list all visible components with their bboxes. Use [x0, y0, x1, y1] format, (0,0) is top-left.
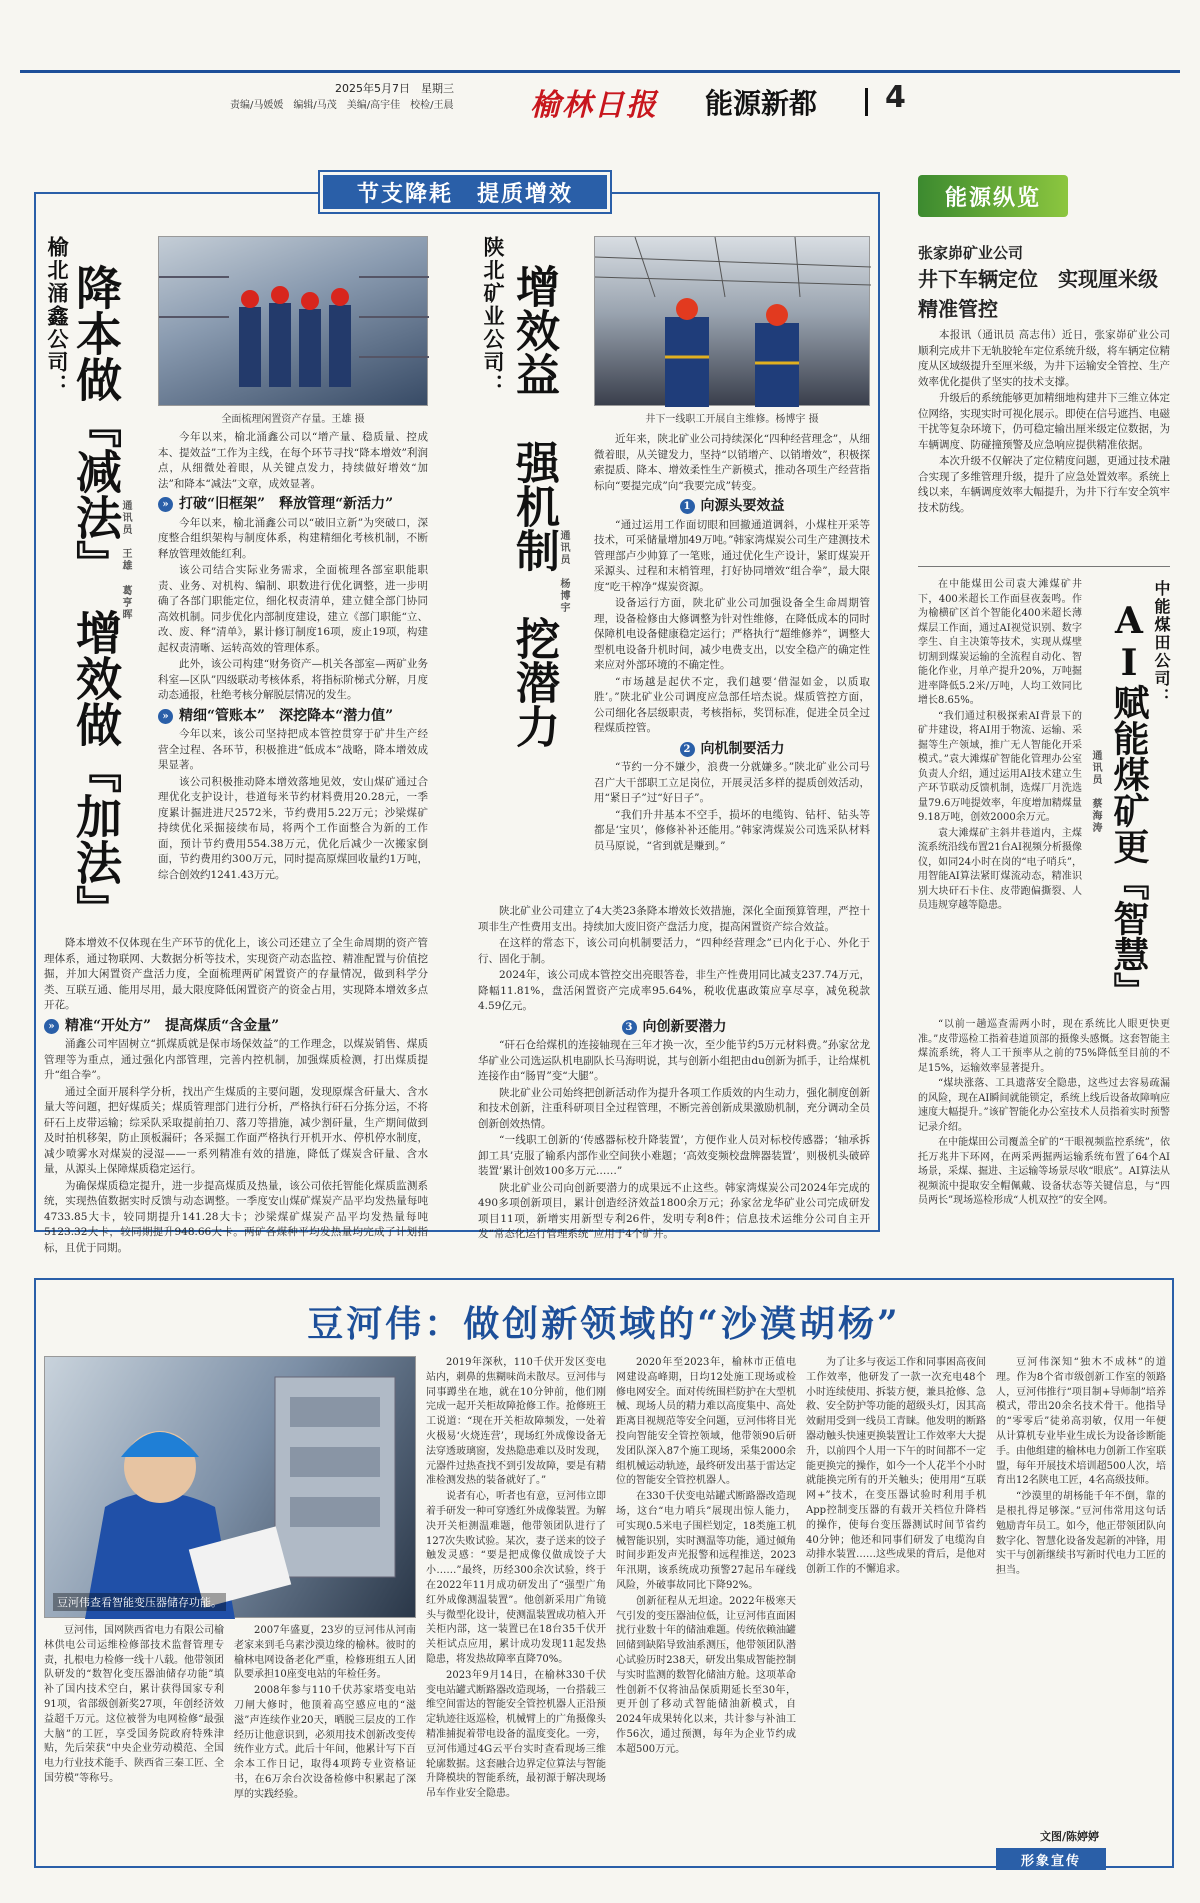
- art2-reporter: 通讯员 杨博宇: [558, 530, 569, 614]
- art2-p3b: 陕北矿业公司始终把创新活动作为提升各项工作质效的内生动力，强化制度创新和技术创新，注重科研项目全过程管理，不断完善创新成果激励机制，充分调动全员创新创效热情。: [478, 1086, 870, 1130]
- art1-company: 榆北涌鑫公司：: [45, 236, 70, 397]
- art2-photo-caption: 井下一线职工开展自主维修。杨博宇 摄: [645, 414, 819, 425]
- miners-repair-icon: [595, 237, 871, 407]
- art2-p2a: “节约一分不嫌少，浪费一分就嫌多。”陕北矿业公司号召广大干部职工立足岗位，开展灵活多样的提质创效活动，用“紧日子”过“好日子”。: [594, 761, 870, 804]
- art2-photo: [594, 236, 870, 406]
- profile-p11: 豆河伟深知“独木不成林”的道理。作为8个省市级创新工作室的领路人，豆河伟推行“项目制+导师制”培养模式，带出20余名技术骨干。他指导的“零零后”徒弟高羽敏，仅用一年便从计算机专业毕业生成长为设备诊断能手。由他组建的榆林电力创新工作室联盟，每年开展技术培训超500人次，培育出12名陕电工匠，4名高级技师。: [996, 1357, 1166, 1487]
- profile-p2: 2007年盛夏，23岁的豆河伟从河南老家来到毛乌素沙漠边缘的榆林。彼时的榆林电网设备老化严重，检修班组五人团队要承担10座变电站的年检任务。: [234, 1625, 416, 1681]
- profile-p8: 在330千伏变电站罐式断路器改造现场，这台“电力哨兵”展现出惊人能力，可实现0.5米电子围栏划定，18类施工机械智能识别，实时测温等功能，通过倾角时间步距发声光报警和远程推送，2023年汛期，该系统成功预警27起吊车碰线风险，外破事故同比下降92%。: [616, 1491, 796, 1591]
- art2-h3: 3 向创新要潜力: [478, 1020, 870, 1036]
- double-chevron-icon: »: [44, 1019, 59, 1034]
- header-editors: 责编/马媛媛 编辑/马茂 美编/高宇佳 校检/王晨: [230, 100, 454, 111]
- profile-p4: 2019年深秋，110千伏开发区变电站内，刺鼻的焦糊味尚未散尽。豆河伟与同事蹲坐在地，就在10分钟前，他们刚完成一起开关柜故障抢修工作。抢修班王工说道：“现在开关柜故障频发，一处着火极易‘火烧连营’，现场红外成像设备无法穿透玻璃窗，发热隐患难以及时发现，元器件过热查找不到引发故障，要是有精准检测发热的装备就好了。”: [426, 1357, 606, 1487]
- feature-banner-title: 节支降耗 提质增效: [356, 180, 573, 207]
- art3-company: 张家峁矿业公司: [918, 244, 1024, 262]
- art2-p2c: 陕北矿业公司建立了4大类23条降本增效长效措施，深化全面预算管理，严控十项非生产性费用支出。持续加大废旧资产盘活力度，提高闲置资产综合效益。: [478, 905, 870, 933]
- art2-p2b: “我们升井基本不空手，损坏的电缆钩、钻杆、钻头等都是‘宝贝’，修修补补还能用。”韩家湾煤炭公司选采队材料员马原说，“省到就是赚到。”: [594, 808, 870, 852]
- art4-body-b: [918, 1018, 1170, 1210]
- profile-col1: [44, 1624, 224, 1788]
- profile-p12: “沙漠里的胡杨能千年不倒，靠的是根扎得足够深。”豆河伟常用这句话勉励青年员工。如今，他正带领团队向数字化、智慧化设备发起新的冲锋，用实干与创新继续书写新时代电力工匠的担当。: [996, 1491, 1166, 1577]
- profile-photo: [44, 1356, 416, 1618]
- art1-p2c: 降本增效不仅体现在生产环节的优化上，该公司还建立了全生命周期的资产管理体系，通过物联网、大数据分析等技术，实现资产动态监控、精准配置与价值挖掘，并加大闲置资产盘活力度，全面梳理两矿闲置资产的存量情况，做到科学分类、互联互通、能用尽用，最大限度降低闲置资产的资金占用，实现降本增效多点开花。: [44, 937, 428, 1011]
- section-title: 能源新都: [705, 87, 818, 120]
- art1-p1b: 该公司结合实际业务需求，全面梳理各部室职能职责、业务、对机构、编制、职数进行优化调整，进一步明确了各部门职能定位，细化权责清单，建立健全部门协同高效机制。同步优化内部制度建设，建立《部门职能“立、改、废、释”清单》，累计修订制度16项，废止19项，构建起权责清晰、运转高效的管理体系。: [158, 564, 428, 654]
- art4-p4: “以前一趟巡查需两小时，现在系统比人眼更快更准。”皮带巡检工指着巷道顶部的摄像头感慨。这套智能主煤流系统，将人工干预率从之前的75%降低至目前的不足15%，运输效率显著提升。: [918, 1019, 1170, 1074]
- art1-p1c: 此外，该公司构建“财务资产—机关各部室—两矿业务科室—区队”四级联动考核体系，将指标阶梯式分解，月度动态通报，杜绝考核分解脱层情况的发生。: [158, 658, 428, 701]
- profile-tag: [996, 1848, 1106, 1870]
- art1-h3: » 精准“开处方” 提高煤质“含金量”: [44, 1019, 428, 1035]
- feature-banner: [320, 172, 610, 212]
- art1-p3c: 为确保煤质稳定提升，进一步提高煤质及热量，该公司依托智能化煤质监测系统，实现热值数据实时反馈与动态调整。一季度安山煤矿煤炭产品平均发热量每吨4733.85大卡，较同期提升141.28大卡；沙梁煤矿煤炭产品平均发热量每吨5123.32大卡，较同期提升948.66大卡。两矿各煤种平均发热量均完成了计划指标，且优于同期。: [44, 1179, 428, 1254]
- art2-h2: 2 向机制要活力: [594, 742, 870, 758]
- page-number: 4: [885, 80, 906, 115]
- art2-body-a: [594, 432, 870, 855]
- art2-p3c: “一线职工创新的‘传感器标校升降装置’，方便作业人员对标校传感器；‘轴承拆卸工具’克服了输系内部作业空间狭小难题；‘高效变频校盘牌器装置’，则极机头破碎装置’累计创效100多万元……”: [478, 1134, 870, 1177]
- art2-p3d: 陕北矿业公司向创新要潜力的成果远不止这些。韩家湾煤炭公司2024年完成的490多项创新项目，累计创造经济效益1800余万元；孙家岔龙华矿业公司完成研发项目11项，新增实用新型专利26件，发明专利8件；信息技术运维分公司自主开发“常态化运行管理系统”应用于4个矿井。: [478, 1181, 870, 1240]
- side-logo: [918, 175, 1068, 217]
- top-rule: [20, 70, 1180, 73]
- art4-reporter: 通讯员 蔡海涛: [1090, 750, 1101, 834]
- art2-company: 陕北矿业公司：: [481, 236, 506, 397]
- art2-intro: 近年来，陕北矿业公司持续深化“四种经营理念”，从细微着眼，从关键发力，坚持“以销增产、以销增效”，积极探索提质、降本、增效柔性生产新模式，推动各项生产经营指标向“要提完成”向“我要完成”转变。: [594, 433, 870, 492]
- header-date: 2025年5月7日 星期三: [335, 82, 454, 95]
- art4-body-a: [918, 578, 1082, 915]
- art2-p3a: “矸石仓给煤机的连接轴现在三年才换一次，至少能节约5万元材料费。”孙家岔龙华矿业公司选运队机电副队长马海明说，其与创新小组把由du创新为抓手，让给煤机连接作由“肠胃”变“大腿”。: [478, 1039, 870, 1082]
- profile-p10: 为了让多与夜运工作和同事困高夜间工作效率，他研发了一款一次充电48个小时连续使用、拆装方便，兼具抢修、急救、安全防护等功能的超级头灯，因其高效耐用受到一线员工青睐。他发明的断路器动触头快速更换装置让工作效率大大提升，以前四个人用一下午的时间都不一定能更换完的操作，如今一个人花半个小时就能换完所有的开关触头；使用用“互联网+”技术，在变压器试验时利用手机App控制变压器的有载开关档位升降档的操作，使每台变压器测试时间节省约40分钟；他还和同事们研发了电缆沟自动排水装置……这些成果的背后，是他对创新工作的不懈追求。: [806, 1357, 986, 1576]
- art4-company: 中能煤田公司：: [1152, 580, 1171, 706]
- number-three-icon: 3: [622, 1020, 637, 1035]
- art2-title: 增效益 强机制 挖潜力: [508, 264, 559, 748]
- art3-body: [918, 328, 1170, 517]
- engineer-portrait-icon: [45, 1357, 417, 1619]
- profile-p9: 创新征程从无坦途。2022年极寒天气引发的变压器油位低，让豆河伟直面困扰行业数十年的储油难题。传统依赖油罐回储到缺陷导致油系测压，他带领团队潜心试验历时238天，研发出集成智能控制与实时监测的数智化储油方舱。这项革命性创新不仅将油品保质期延长至30年，更开创了移动式智能储油新模式，自2024年成果转化以来，共计参与补油工作56次，通过预测，每年为企业节约成本超500万元。: [616, 1595, 796, 1755]
- art2-h1: 1 向源头要效益: [594, 499, 870, 515]
- number-two-icon: 2: [680, 742, 695, 757]
- profile-col3: [426, 1356, 606, 1803]
- right-divider: [918, 566, 1170, 567]
- art1-p3b: 通过全面开展科学分析，找出产生煤质的主要问题，发现原煤含矸量大、含水量大等问题，把好煤质关；煤质管理部门进行分析，严格执行矸石分拣分运，不将矸石上皮带运输；综采队采取提前拍刀、落刀等措施，减少割矸量，生产期间做到及时拍机移架，防止顶板漏矸；各采掘工作面严格执行开机开水、停机停水制度，减少喷雾水对煤炭的浸湿——一系列精准有效的措施，降低了煤炭含矸量、含水量，从源头上保障煤质稳定运行。: [44, 1085, 428, 1175]
- art2-p1c: “市场越是起伏不定，我们越要‘借湿如金，以质取胜’。”陕北矿业公司调度应急部任培杰说。煤质管控方面，公司细化各层级职责，考核指标，奖罚标准，促进全员全过程煤质控管。: [594, 675, 870, 734]
- art4-p6: 在中能煤田公司覆盖全矿的“干眼视频监控系统”，依托万兆井下环网，在两采两掘两运输系统布置了64个AI场景，采煤、掘进、主运输等场景尽收“眼底”。AI算法从视频流中提取安全帽佩戴、设备状态等关键信息，与“四员两长”现场巡检形成“人机双控”的安全网。: [918, 1137, 1170, 1206]
- art1-photo-caption: 全面梳理闲置资产存量。王雄 摄: [221, 414, 365, 425]
- art1-p2a: 今年以来，该公司坚持把成本管控贯穿于矿井生产经营全过程、各环节，积极推进“低成本”战略，降本增效成果显著。: [158, 728, 428, 771]
- art1-title: 降本做『减法』 增效做『加法』: [69, 264, 123, 931]
- profile-p7: 2020年至2023年，榆林市正值电网建设高峰期，日均12处施工现场或检修电网安全。面对传统围栏防护在大型机械、现场人员的精力难以高度集中、高处距离目视规范等安全问题，豆河伟将目光投向智能安全管控领域，他带领90后研发团队深入87个施工现场，采集2000余组机械运动轨迹，最终研发出基于雷达定位的智能安全管控机器人。: [616, 1357, 796, 1487]
- profile-title: 豆河伟：做创新领域的“沙漠胡杨”: [307, 1303, 901, 1345]
- art1-reporter: 通讯员 王雄 葛亨晖: [120, 500, 131, 621]
- art2-p2d: 在这样的常态下，该公司向机制要活力，“四种经营理念”已内化于心、外化于行、固化于制。: [478, 937, 870, 965]
- profile-author: 文图/陈婷婷: [1040, 1830, 1100, 1843]
- art4-title: AI赋能煤矿更『智慧』: [1108, 600, 1150, 1008]
- profile-p1: 豆河伟，国网陕西省电力有限公司榆林供电公司运维检修部技术监督管理专责，扎根电力检修一线十八载。他带领团队研发的“数智化变压器油储存功能”填补了国内技术空白，累计获得国家专利91项，省部级创新奖27项，年创经济效益超千万元。这位被誉为电网检修“最强大脑”的工匠，享受国务院政府特殊津贴，先后荣获“中央企业劳动模范、全国电力行业技术能手、陕西省三秦工匠、全国劳模”等称号。: [44, 1625, 224, 1784]
- art2-body-b: [478, 904, 870, 1244]
- art2-p1b: 设备运行方面，陕北矿业公司加强设备全生命周期管理，设备检修由大修调整为针对性维修，在降低成本的同时保障机电设备健康稳定运行；严格执行“超维修养”，调整大型机电设备升机时间，减少电费支出，以安全稳产的确定性来应对外部环境的不确定性。: [594, 597, 870, 671]
- warehouse-workers-icon: [159, 237, 429, 407]
- art1-photo: [158, 236, 428, 406]
- art1-p2b: 该公司积极推动降本增效落地见效，安山煤矿通过合理优化支护设计，巷道每米节约材料费用20.28元，一季度累计掘进进尺2572米，节约费用5.22万元；沙梁煤矿持续优化采掘接续布局，将两个工作面整合为新的工作面，预计节约费用554.38万元，优化后减少一次搬家倒面，节约费用约300万元，同时提高原煤回收量约1万吨，综合创效约1241.43万元。: [158, 775, 428, 881]
- art3-p3: 本次升级不仅解决了定位精度问题，更通过技术融合实现了多维管理升级，提升了应急处置效率。系统上线以来，车辆调度效率大幅提升，为井下行车安全筑牢技术防线。: [918, 455, 1170, 514]
- art3-title: 井下车辆定位 实现厘米级精准管控: [918, 267, 1158, 321]
- number-one-icon: 1: [680, 499, 695, 514]
- art1-body-b: [44, 936, 428, 1257]
- art4-p3: 袁大滩煤矿主斜井巷道内，主煤流系统沿线布置21台AI视频分析摄像仪，如同24小时在岗的“电子哨兵”，用智能AI算法紧盯煤流动态，精准识别大块矸石卡住、皮带跑偏撕裂、人员违规穿越等隐患。: [918, 827, 1082, 911]
- art3-p2: 升级后的系统能够更加精细地构建井下三维立体定位网络，实现实时可视化展示。即使在信号遮挡、电磁干扰等复杂环境下，仍可稳定输出厘米级定位数据，为车辆调度、防碰撞预警及应急响应提供精准依据。: [918, 392, 1170, 451]
- header-divider: [865, 88, 868, 116]
- profile-p6: 2023年9月14日，在榆林330千伏变电站罐式断路器改造现场，一台搭载三维空间雷达的智能安全管控机器人正沿预定轨迹往返巡检，机械臂上的广角摄像头精准捕捉着带电设备的温度变化。一旁，豆河伟通过4G云平台实时查看现场三维轮廓数据。这套融合边界定位算法与智能升降模块的智能系统，最初源于解决现场吊车作业安全隐患。: [426, 1669, 606, 1800]
- profile-col6: [996, 1356, 1166, 1580]
- double-chevron-icon: »: [158, 497, 173, 512]
- art1-h2: » 精细“管账本” 深挖降本“潜力值”: [158, 709, 428, 725]
- profile-col5: [806, 1356, 986, 1579]
- art1-p1a: 今年以来，榆北涌鑫公司以“破旧立新”为突破口，深度整合组织架构与制度体系，构建精细化考核机制，不断释放管理效能红利。: [158, 516, 428, 560]
- profile-p3: 2008年参与110千伏苏家塔变电站刀闸大修时，他顶着高空感应电的“滋滋”声连续作业20天，晒脱三层皮的工作经历让他意识到，必须用技术创新改变传统作业方式。此后十年间，他累计写下百余本工作日记，取得4项跨专业资格证书，在6万余台次设备检修中积累起了深厚的实践经验。: [234, 1685, 416, 1800]
- double-chevron-icon: »: [158, 709, 173, 724]
- art4-p1: 在中能煤田公司袁大滩煤矿井下，400米超长工作面昼夜轰鸣。作为榆横矿区首个智能化400米超长薄煤层工作面，通过AI视觉识别、数字孪生、自主决策等技术，实现从煤壁切割到煤炭运输的全流程自动化、智能化作业，月单产提升20%，万吨掘进率降低5.2米/万吨，人均工效同比增长8.65%。: [918, 579, 1082, 706]
- profile-photo-caption: 豆河伟查看智能变压器储存功能。: [53, 1593, 226, 1611]
- newspaper-logo: 榆林日报: [530, 88, 658, 123]
- profile-col4: [616, 1356, 796, 1759]
- art2-p2e: 2024年，该公司成本管控交出亮眼答卷，非生产性费用同比减支237.74万元，降幅11.81%，盘活闲置资产完成率95.64%，税收优惠政策应享尽享，减免税款4.59亿元。: [478, 969, 870, 1012]
- art4-p2: “我们通过积极探索AI背景下的矿井建设，将AI用于物流、运输、采掘等生产领域，推广无人智能化开采模式。”袁大滩煤矿智能化管理办公室负责人介绍，通过运用AI技术建立生产环节联动反馈机制，选煤厂月洗选量79.6万吨提效率，年度增加精煤量9.18万吨，创效2000余万元。: [918, 710, 1082, 823]
- art2-p1a: “通过运用工作面切眼和回撤通道调斜，小煤柱开采等技术，可采储量增加49万吨。”韩家湾煤炭公司生产建测技术管理部卢少帅算了一笔账，通过优化生产设计，紧盯煤炭开采源头、过程和末梢管理，打好协同增效“组合拳”，最大限度“吃干榨净”煤炭资源。: [594, 518, 870, 593]
- profile-tag-text: 形象宣传: [1020, 1853, 1081, 1869]
- art1-body-a: [158, 430, 428, 884]
- art1-h1: » 打破“旧框架” 释放管理“新活力”: [158, 497, 428, 513]
- art4-p5: “煤块涨落、工具遗落安全隐患，这些过去容易疏漏的风险，现在AI瞬间就能锁定，系统上线后设备故障响应速度大幅提升。”该矿智能化办公室技术人员指着实时预警记录介绍。: [918, 1078, 1170, 1133]
- side-logo-text: 能源纵览: [944, 184, 1041, 211]
- art3-p1: 本报讯（通讯员 高志伟）近日，张家峁矿业公司顺利完成井下无轨胶轮车定位系统升级，将车辆定位精度从区域级提升至厘米级，为井下运输安全管控、生产效率优化提供了坚实的技术支撑。: [918, 329, 1170, 388]
- profile-p5: 说者有心，听者也有意，豆河伟立即着手研发一种可穿透红外成像装置。为解决开关柜测温难题，他带领团队进行了127次失败试验。某次，妻子送来的饺子触发灵感：“要是把成像仪做成饺子大小……”最终，历经300余次试验，终于在2022年11月成功研发出了“强型广角红外成像测温装置”。他创新采用广角镜头与微型化设计，使测温装置成功植入开关柜内部，这一装置已在18台35千伏开关柜试点应用，累计成功发现11起发热隐患，将发热故障率直降70%。: [426, 1491, 606, 1665]
- profile-col2: [234, 1624, 416, 1804]
- art1-intro: 今年以来，榆北涌鑫公司以“增产量、稳质量、控成本、提效益”工作为主线，在每个环节寻找“降本增效”利润点，从细微处着眼，从关键点发力，持续做好增效“加法”和降本“减法”文章，成效显著。: [158, 431, 428, 490]
- art1-p3a: 涌鑫公司牢固树立“抓煤质就是保市场保效益”的工作理念，以煤炭销售、煤质管理等为重点，通过强化内部管理，完善内控机制，加强煤质检测，打出煤质提升“组合拳”。: [44, 1038, 428, 1081]
